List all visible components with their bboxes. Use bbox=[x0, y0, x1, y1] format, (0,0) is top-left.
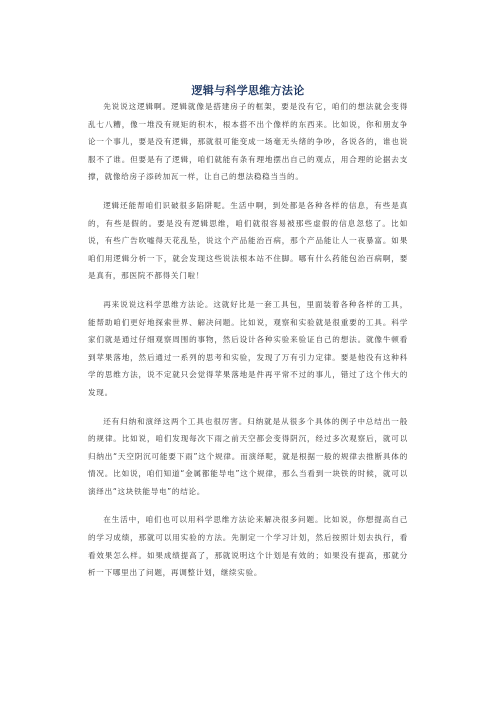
paragraph: 逻辑还能帮咱们识破很多陷阱呢。生活中啊，到处都是各种各样的信息，有些是真的，有些是假的。要是没有逻辑思维，咱们就很容易被那些虚假的信息忽悠了。比如说，有些广告吹嘘得天花乱坠，说这个产品能治百病，那个产品能让人一夜暴富。如果咱们用逻辑分析一下，就会发现这些说法根本站不住脚。哪有什么药能包治百病啊，要是真有，那医院不都得关门啦！ bbox=[88, 200, 408, 281]
document-body bbox=[88, 98, 408, 593]
page-title: 逻辑与科学思维方法论 bbox=[191, 84, 305, 97]
paragraph: 先说说这逻辑啊。逻辑就像是搭建房子的框架，要是没有它，咱们的想法就会变得乱七八糟，像一堆没有规矩的积木，根本搭不出个像样的东西来。比如说，你和朋友争论一个事儿，要是没有逻辑，那就很可能变成一场毫无头绪的争吵，各说各的，谁也说服不了谁。但要是有了逻辑，咱们就能有条有理地摆出自己的观点，用合理的论据去支撑，就像给房子添砖加瓦一样，让自己的想法稳稳当当的。 bbox=[88, 102, 408, 182]
paragraph: 在生活中，咱们也可以用科学思维方法论来解决很多问题。比如说，你想提高自己的学习成绩，那就可以用实验的方法。先制定一个学习计划，然后按照计划去执行，看看效果怎么样。如果成绩提高了，那就说明这个计划是有效的；如果没有提高，那就分析一下哪里出了问题，再调整计划，继续实验。 bbox=[88, 515, 408, 578]
paragraph: 再来说说这科学思维方法论。这就好比是一套工具包，里面装着各种各样的工具，能帮助咱们更好地探索世界、解决问题。比如说，观察和实验就是很重要的工具。科学家们就是通过仔细观察周围的事物，然后设计各种实验来验证自己的想法。就像牛顿看到苹果落地，然后通过一系列的思考和实验，发现了万有引力定律。要是他没有这种科学的思维方法，说不定就只会觉得苹果落地是件再平常不过的事儿，错过了这个伟大的发现。 bbox=[88, 299, 408, 397]
paragraph: 还有归纳和演绎这两个工具也很厉害。归纳就是从很多个具体的例子中总结出一般的规律。比如说，咱们发现每次下雨之前天空都会变得阴沉，经过多次观察后，就可以归纳出“天空阴沉可能要下雨”这个规律。而演绎呢，就是根据一般的规律去推断具体的情况。比如说，咱们知道“金属都能导电”这个规律，那么当看到一块铁的时候，就可以演绎出“这块铁能导电”的结论。 bbox=[88, 416, 408, 496]
